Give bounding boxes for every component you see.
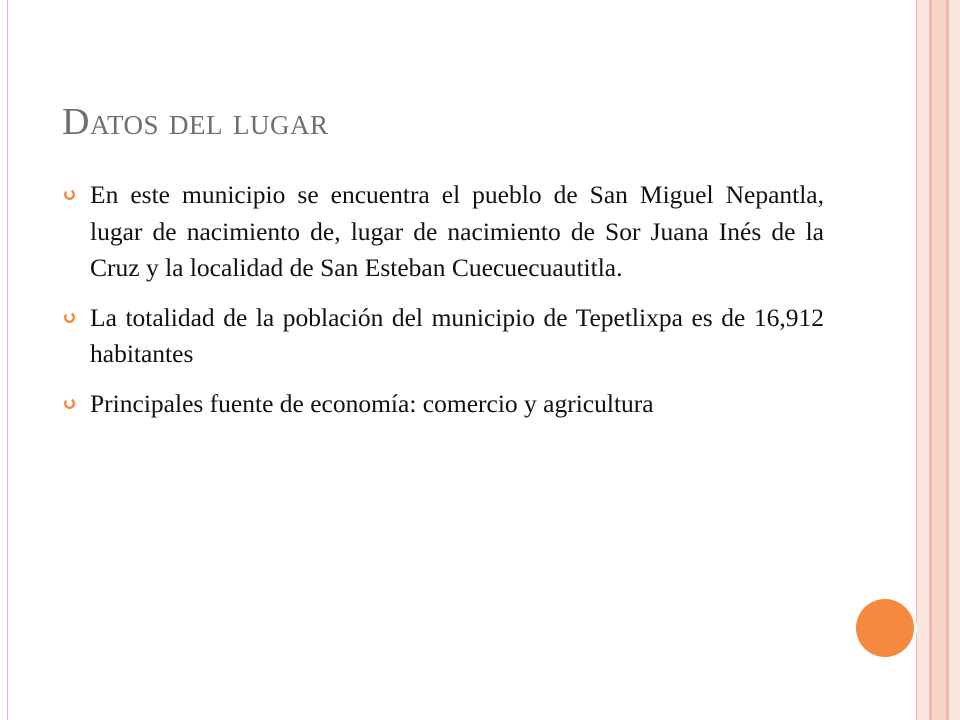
- orange-circle-icon: [856, 599, 914, 657]
- bullet-ring-icon: [63, 311, 76, 324]
- bullet-list: [62, 177, 824, 435]
- bullet-text: La totalidad de la población del municipio de Tepetlixpa es de 16,912 habitantes: [90, 302, 824, 368]
- bullet-item: [62, 177, 824, 287]
- stripe-band: [917, 0, 929, 720]
- right-decorative-stripes: [916, 0, 960, 720]
- stripe-band: [949, 0, 960, 720]
- bullet-text: En este municipio se encuentra el pueblo de San Miguel Nepantla, lugar de nacimiento de, lugar de nacimiento de Sor Juana Inés de la Cruz y la localidad de San Esteban Cuecuecuautitla.: [90, 180, 824, 282]
- bullet-item: [62, 386, 824, 423]
- stripe-band: [932, 0, 946, 720]
- bullet-text: Principales fuente de economía: comercio y agricultura: [90, 388, 654, 418]
- bullet-ring-icon: [63, 397, 76, 410]
- slide-title: Datos del lugar: [62, 101, 329, 143]
- left-border-line: [7, 0, 8, 720]
- bullet-item: [62, 300, 824, 373]
- bullet-ring-icon: [63, 188, 76, 201]
